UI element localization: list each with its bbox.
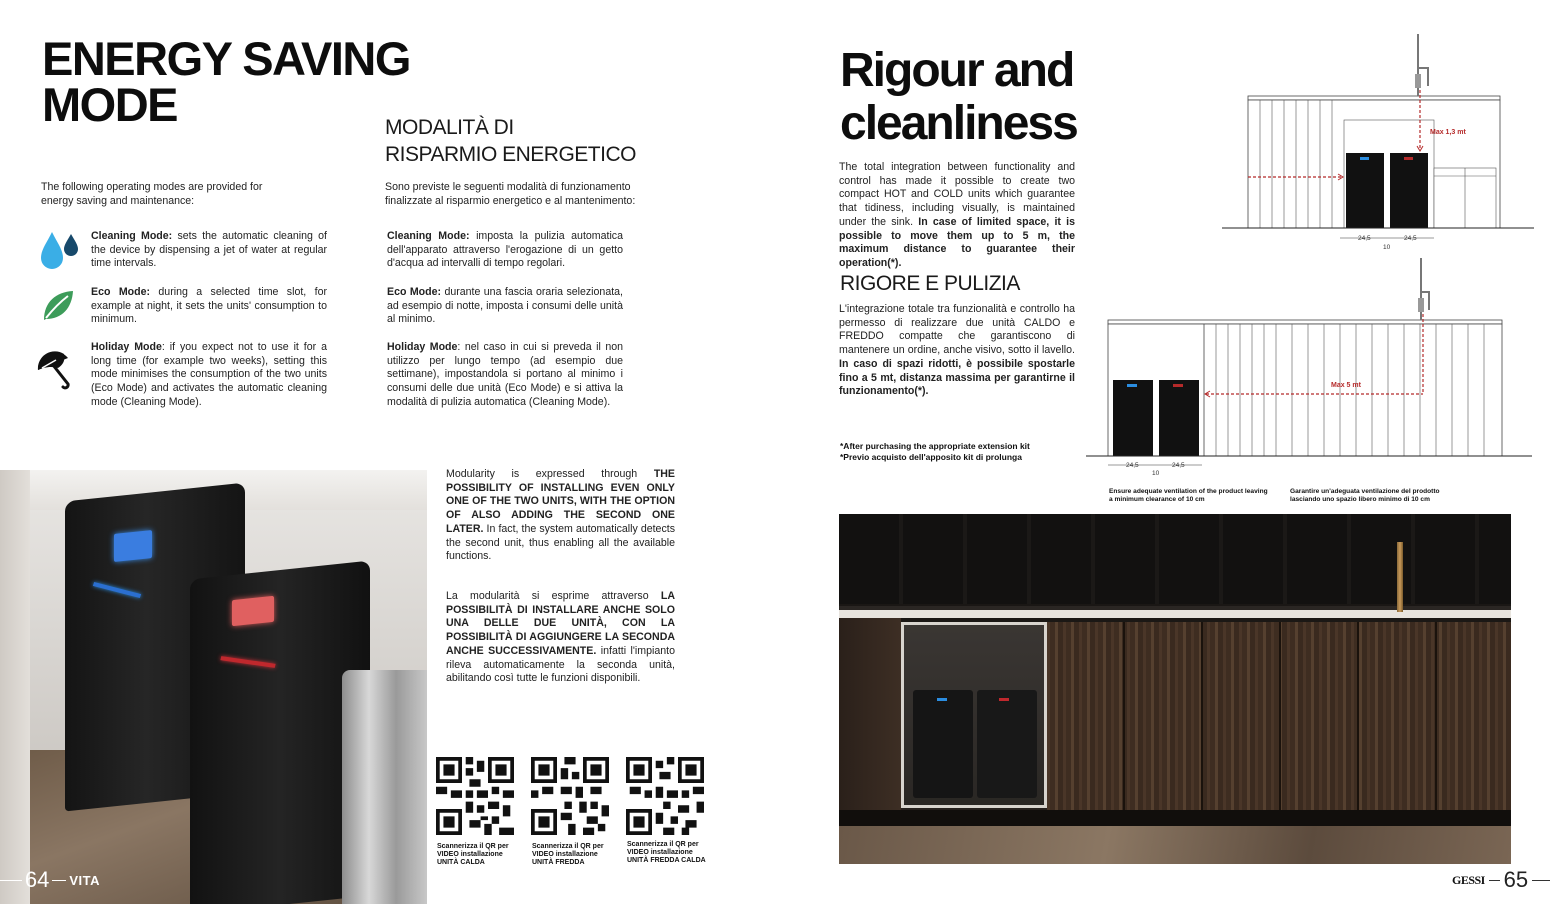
mode-cleaning-en-label: Cleaning Mode:	[91, 230, 173, 242]
right-title	[840, 44, 1077, 150]
diagram1-hot-led	[1404, 157, 1413, 160]
ventilation-note-it-line1: Garantire un'adeguata ventilazione del prodotto	[1290, 488, 1440, 495]
marble-floor-right	[839, 826, 1511, 864]
footnote-it: *Previo acquisto dell'apposito kit di prolunga	[840, 452, 1022, 462]
diagram2-dim-a: 24,5	[1126, 462, 1139, 469]
right-text-en-bold: In case of limited space, it is possible to move them up to 5 m, the maximum distance to guarantee their operation(*).	[839, 215, 1075, 269]
faucet	[1397, 542, 1403, 612]
left-title-line2: MODE	[42, 78, 177, 131]
qr-code-cold[interactable]	[531, 757, 609, 835]
left-title	[42, 32, 410, 131]
diagram1-gap: 10	[1383, 244, 1391, 251]
right-text-en-pre: The total integration between functionality and control has made it possible to create two compact HOT and COLD units which guarantee that tidiness, including visually, is maintained under the sink.	[839, 161, 1075, 228]
left-title-line1: ENERGY SAVING	[42, 32, 410, 85]
mode-cleaning-en-text: sets the automatic cleaning of the device by dispensing a jet of water at regular time intervals.	[91, 230, 327, 270]
water-drops-icon	[38, 228, 82, 276]
footnote-en: *After purchasing the appropriate extension kit	[840, 441, 1030, 451]
diagram1-dim-b: 24,5	[1404, 235, 1417, 242]
leaf-icon	[40, 288, 76, 324]
modularity-it-bold: LA POSSIBILITÀ DI INSTALLARE ANCHE SOLO UNA DELLE DUE UNITÀ, CON LA POSSIBILITÀ DI AGGIUNGERE LA SECONDA ANCHE SUCCESSIVAMENTE.	[446, 590, 675, 657]
photo-cold-unit	[913, 690, 973, 798]
mode-holiday-en-label: Holiday Mode	[91, 341, 162, 353]
mode-eco-it-text: durante una fascia oraria selezionata, ad esempio di notte, imposta i consumi delle unità al minimo.	[387, 286, 623, 326]
modularity-en-post: In fact, the system automatically detects the second unit, thus enabling all the available functions.	[446, 522, 675, 563]
ventilation-note-en	[1109, 488, 1268, 504]
mode-eco-en	[91, 286, 327, 327]
intro-en	[41, 181, 311, 208]
diagram2-cold-led	[1127, 384, 1137, 387]
product-photo-units	[0, 470, 427, 904]
qr-caption-hot-cold	[627, 841, 706, 865]
intro-en-line1: The following operating modes are provided for	[41, 181, 263, 193]
ventilation-note-en-line1: Ensure adequate ventilation of the product leaving	[1109, 488, 1268, 495]
qr-caption-hot-line3: UNITÀ CALDA	[437, 859, 485, 866]
mode-holiday-en-text: : if you expect not to use it for a long time (for example two weeks), setting this mode minimises the consumption of the two units (Eco Mode) and activates the automatic cleaning mode (Cleaning Mode).	[91, 341, 327, 408]
mode-holiday-it	[387, 341, 623, 410]
diagram-max-5m	[1086, 252, 1532, 477]
photo-hot-unit-display	[999, 698, 1009, 701]
mode-eco-it	[387, 286, 623, 327]
right-text-it-pre: L'integrazione totale tra funzionalità e controllo ha permesso di realizzare due unità CALDO e FREDDO compatte che garantiscono di mantenere un ordine, anche visivo, sotto il lavello.	[839, 303, 1075, 357]
qr-caption-cold-line3: UNITÀ FREDDA	[532, 859, 585, 866]
diagram1-max-label: Max 1,3 mt	[1430, 129, 1466, 136]
diagram2-dim-b: 24,5	[1172, 462, 1185, 469]
qr-code-hot[interactable]	[436, 757, 514, 835]
photo-cold-unit-display	[937, 698, 947, 701]
intro-it-line1: Sono previste le seguenti modalità di funzionamento	[385, 181, 631, 193]
diagram2-max-label: Max 5 mt	[1331, 382, 1361, 389]
kitchen-photo	[839, 514, 1511, 864]
umbrella-icon	[34, 350, 74, 390]
ventilation-note-it	[1290, 488, 1440, 504]
mode-eco-en-text: during a selected time slot, for example at night, it sets the units' consumption to minimum.	[91, 286, 327, 326]
qr-caption-cold-line1: Scannerizza il QR per	[532, 843, 604, 850]
modularity-it-pre: La modularità si esprime attraverso	[446, 590, 661, 602]
countertop	[839, 610, 1511, 618]
ventilation-note-it-line2: lasciando uno spazio libero minimo di 10 cm	[1290, 495, 1430, 503]
mode-eco-it-label: Eco Mode:	[387, 286, 442, 298]
mode-cleaning-en	[91, 230, 327, 271]
right-title-line1: Rigour and	[840, 44, 1074, 97]
qr-caption-cold	[532, 843, 604, 867]
qr-caption-hot-cold-line2: VIDEO installazione	[627, 849, 693, 856]
mode-holiday-en	[91, 341, 327, 410]
diagram-max-1-3m	[1222, 28, 1534, 253]
right-text-it	[839, 303, 1075, 399]
left-page-number: 64	[24, 867, 50, 892]
left-subtitle-it-line1: MODALITÀ DI	[385, 116, 514, 139]
right-page-number: 65	[1503, 867, 1529, 892]
cold-unit-display	[114, 530, 152, 562]
diagram1-cold-led	[1360, 157, 1369, 160]
diagram2-hot-led	[1173, 384, 1183, 387]
left-subtitle-it-line2: RISPARMIO ENERGETICO	[385, 143, 636, 166]
hot-unit-display	[232, 596, 274, 626]
intro-it-line2: finalizzate al risparmio energetico e al mantenimento:	[385, 194, 636, 207]
mode-holiday-it-label: Holiday Mode	[387, 341, 458, 353]
mode-cleaning-it-label: Cleaning Mode:	[387, 230, 470, 242]
mode-cleaning-it-text: imposta la pulizia automatica dell'apparato attraverso l'erogazione di un getto d'acqua ad intervalli di tempo regolari.	[387, 230, 623, 270]
modularity-en	[446, 468, 675, 564]
intro-it	[385, 181, 655, 208]
intro-en-line2: energy saving and maintenance:	[41, 194, 195, 207]
qr-caption-hot	[437, 843, 509, 867]
right-text-it-bold: In caso di spazi ridotti, è possibile spostarle fino a 5 mt, distanza massima per garantirne il funzionamento(*).	[839, 357, 1075, 398]
qr-code-hot-cold[interactable]	[626, 757, 704, 835]
photo-hot-unit	[977, 690, 1037, 798]
modularity-it-post: infatti l'impianto rileva automaticamente la seconda unità, abilitando così tutte le funzioni disponibili.	[446, 644, 675, 685]
diagram1-dim-a: 24,5	[1358, 235, 1371, 242]
right-title-line2: cleanliness	[840, 97, 1077, 150]
mode-holiday-it-text: : nel caso in cui si preveda il non utilizzo per lungo tempo (ad esempio due settimane), impostandola si portano al minimo i consumi delle due unità (Eco Mode) e si attiva la modalità di pulizia automatica (Cleaning Mode).	[387, 341, 623, 408]
right-folio	[1452, 866, 1550, 894]
modularity-en-bold: THE POSSIBILITY OF INSTALLING EVEN ONLY ONE OF THE TWO UNITS, WITH THE OPTION OF ALSO ADDING THE SECOND ONE LATER.	[446, 468, 675, 535]
left-folio	[0, 866, 100, 894]
footnote	[840, 441, 1030, 463]
right-brand-logo: GESSI	[1452, 872, 1485, 887]
modularity-it	[446, 590, 675, 686]
qr-caption-hot-line1: Scannerizza il QR per	[437, 843, 509, 850]
left-brand-logo: VITA	[69, 872, 100, 888]
steel-bin	[342, 670, 427, 904]
mode-cleaning-it	[387, 230, 623, 271]
modularity-en-pre: Modularity is expressed through	[446, 468, 654, 480]
qr-caption-hot-cold-line3: UNITÀ FREDDA CALDA	[627, 857, 706, 864]
ventilation-note-en-line2: a minimum clearance of 10 cm	[1109, 495, 1205, 503]
qr-caption-hot-line2: VIDEO installazione	[437, 851, 503, 858]
right-text-en	[839, 161, 1075, 271]
qr-caption-hot-cold-line1: Scannerizza il QR per	[627, 841, 699, 848]
mode-eco-en-label: Eco Mode:	[91, 286, 151, 298]
qr-caption-cold-line2: VIDEO installazione	[532, 851, 598, 858]
left-subtitle-it	[385, 114, 636, 168]
diagram2-gap: 10	[1152, 470, 1160, 477]
right-subtitle-it: RIGORE E PULIZIA	[840, 272, 1020, 295]
